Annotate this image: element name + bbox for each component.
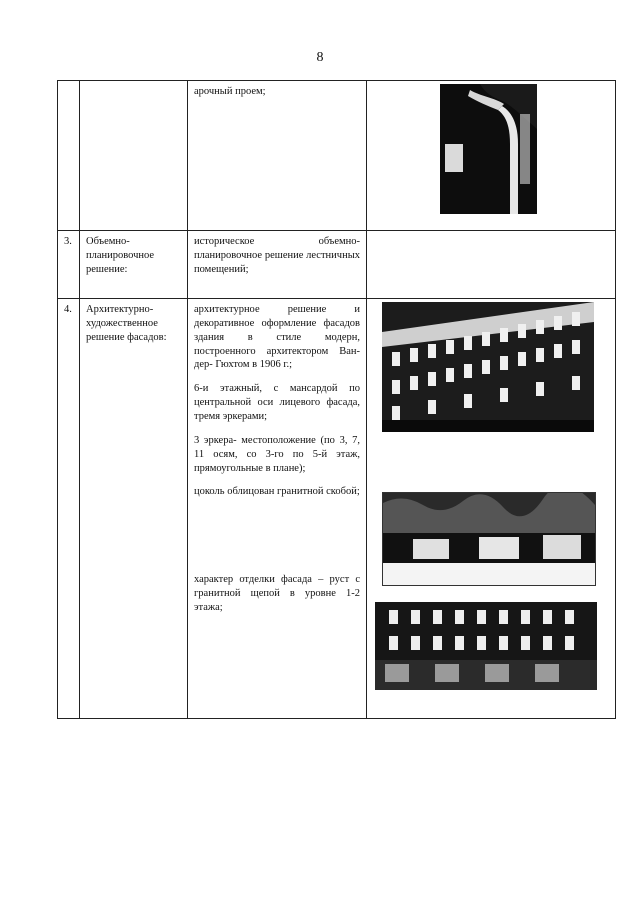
row-number: 3. [58,231,80,299]
plinth-photo [382,492,596,586]
row-description [188,299,367,719]
description-paragraph: архитектурное решение и декоративное оформление фасадов здания в стиле модерн, построенного архитектором Ван-дер- Гюхтом в 1906 г.; [194,304,360,371]
photo-cell [367,81,616,231]
description-paragraph: арочный проем; [194,86,266,97]
arch-opening-photo [440,84,537,214]
row-number [58,81,80,231]
photo-cell [367,299,616,719]
row-parameter [80,81,188,231]
row-description [188,81,367,231]
photo-cell [367,231,616,299]
rustication-photo [375,602,597,690]
description-paragraph: 6-и этажный, с мансардой по центральной оси лицевого фасада, тремя эркерами; [194,383,360,423]
row-description [188,231,367,299]
row-parameter: Архитектурно-художественное решение фасадов: [80,299,188,719]
document-table [57,80,616,719]
row-number: 4. [58,299,80,719]
table-row [58,299,616,719]
description-paragraph: 3 эркера- местоположение (по 3, 7, 11 осям, со 3-го по 5-й этаж, прямоугольные в плане); [194,434,360,474]
row-parameter: Объемно-планировочное решение: [80,231,188,299]
page-number: 8 [316,50,324,65]
table-row [58,81,616,231]
description-paragraph: характер отделки фасада – руст с гранитной щепой в уровне 1-2 этажа; [194,574,360,614]
table-row [58,231,616,299]
description-paragraph: историческое объемно-планировочное решение лестничных помещений; [194,236,360,275]
facade-photo [382,302,594,432]
description-paragraph: цоколь облицован гранитной скобой; [194,486,360,498]
